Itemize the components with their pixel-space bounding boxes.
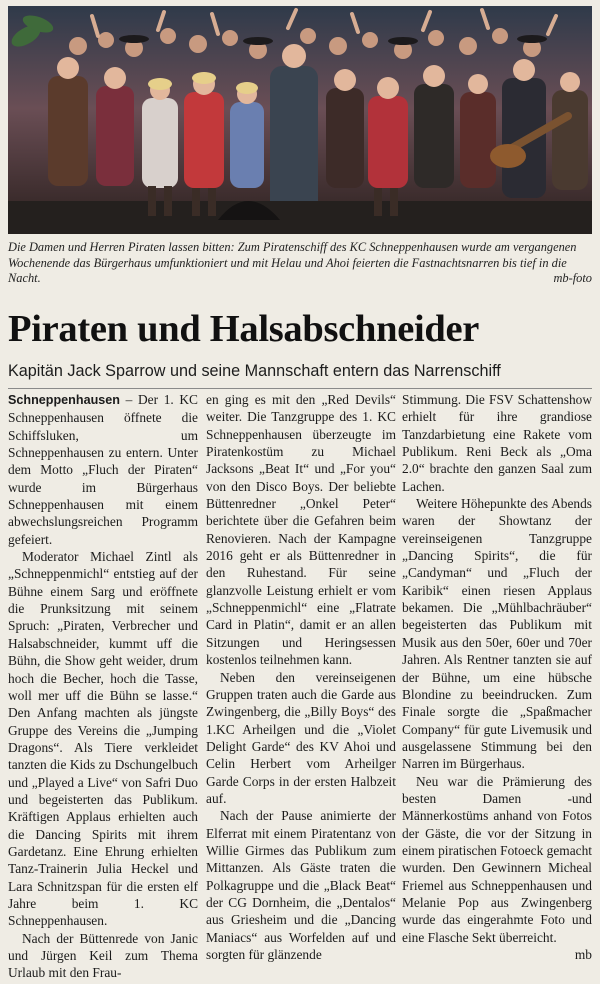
paragraph: Weitere Höhepunkte des Abends waren der Showtanz der vereinseigenen Tanzgruppe „Dancing Spirits“, die für „Candyman“ und „Fluch der Karibik“ einen riesen Applaus bekamen. Die „Mühlbachräuber“ begeisterten das Publikum mit Musik aus den 50er, 60er und 70er Jahren. Als Rentner tanzten sie auf der Bühne, um eine hübsche Blondine zu beeindrucken. Zum Finale sorgte die „Spaßmacher Company“ für gute Livemusik und ausgelassene Stimmung bei den Narren im Bürgerhaus. [402,496,592,772]
author-initials: mb [574,947,592,962]
stage-crowd-illustration [8,6,592,234]
dateline: Schneppenhausen [8,393,120,407]
paragraph: en ging es mit den „Red Devils“ weiter. Die Tanzgruppe des 1. KC Schneppenhausen überzeugte im Piratenkostüm zu Michael Jacksons „Beat It“ und „For you“ von den Disco Boys. Der beliebte Büttenredner „Onkel Peter“ berichtete über die Gefahren beim Renovieren. Nach der Kampagne 2016 geht er als Büttenredner in den Ruhestand. Für seine glanzvolle Leistung erhielt er vom „Schneppenmichl“ eine „Flatrate Card in Platin“, damit er an allen Sitzungen und Heringsessen kostenlos teilnehmen kann. [206,392,396,668]
divider [8,388,592,389]
paragraph: Neu war die Prämierung des besten Damen -und Männerkostüms anhand von Fotos der Gäste, die vor der Sitzung in einem piratischen Fotoeck gemacht wurden. Den Gewinnern Micheal Friemel aus Schneppenhausen und Melanie Pop aus Zwingenberg wurde das eingerahmte Foto und eine Flasche Sekt überreicht. [402,773,593,945]
paragraph [8,391,198,548]
photo-credit: mb-foto [553,271,592,285]
paragraph-text: – Der 1. KC Schneppenhausen öffnete die Schiffsluken, um Schneppenhausen zu entern. Unter dem Motto „Fluch der Piraten“ wurde im Bürgerhaus Schneppenhausen mit einem abwechslungsreichen Programm gefeiert. [8,392,198,547]
article-photo [8,6,592,234]
article-column-3 [402,391,592,963]
article-column-1 [8,391,198,982]
headline: Piraten und Halsabschneider [8,308,480,350]
subheadline: Kapitän Jack Sparrow und seine Mannschaft entern das Narrenschiff [8,362,501,380]
paragraph: Nach der Pause animierte der Elferrat mit einem Piratentanz von Willie Girmes das Publikum zum Mittanzen. Als Gäste traten die Polkagruppe und die „Black Beat“ der CG Dornheim, die „Dentalos“ aus Griesheim und die „Dancing Maniacs“ aus Worfelden auf und sorgten für glänzende [206,808,396,962]
paragraph: Moderator Michael Zintl als „Schneppenmichl“ entstieg auf der Bühne einem Sarg und eröffnete die Prunksitzung mit seinem Spruch: „Piraten, Verbrecher und Halsabschneider, kummt uff die Bühn, die Show geht weider, drum hoch die Becher, hoch die Tasse, woll mer uff die Bühn se lasse.“ Den Anfang machten als jüngste Gruppe des Vereins die „Jumping Dragons“. Als Tiere verkleidet tanzten die Kids zu Dschungelbuch und „Played a Live“ von Safri Duo und begeisterten das Publikum. Kräftigen Applaus erhielten auch die Dancing Spirits mit ihrem Gardetanz. Eine Ehrung erhielten Tanz-Trainerin Julia Heckel und Lara Schnitzspan für die ersten elf Jahre beim 1. KC Schneppenhausen. [8,549,198,929]
paragraph: Nach der Büttenrede von Janic und Jürgen Keil zum Thema Urlaub mit den Frau- [8,930,198,981]
photo-caption [8,240,592,287]
paragraph: Stimmung. Die FSV Schattenshow erhielt für ihre grandiose Tanzdarbietung eine Rakete vom Publikum. Reni Beck als „Oma 2.0“ brachte den ganzen Saal zum Lachen. [402,392,592,494]
article-column-2 [206,391,396,963]
paragraph: Neben den vereinseigenen Gruppen traten auch die Garde aus Zwingenberg, die „Billy Boys“ des 1.KC Arheilgen und die „Violet Delight Garde“ des KV Ahoi und Celin Herbert vom Arheilger Garde Corps in der ersten Halbzeit auf. [206,669,396,806]
caption-text: Die Damen und Herren Piraten lassen bitten: Zum Piratenschiff des KC Schneppenhausen wurde am vergangenen Wochenende das Bürgerhaus umfunktioniert und mit Helau und Ahoi feierten die Fastnachtsnarren bis tief in die Nacht. [8,240,577,285]
